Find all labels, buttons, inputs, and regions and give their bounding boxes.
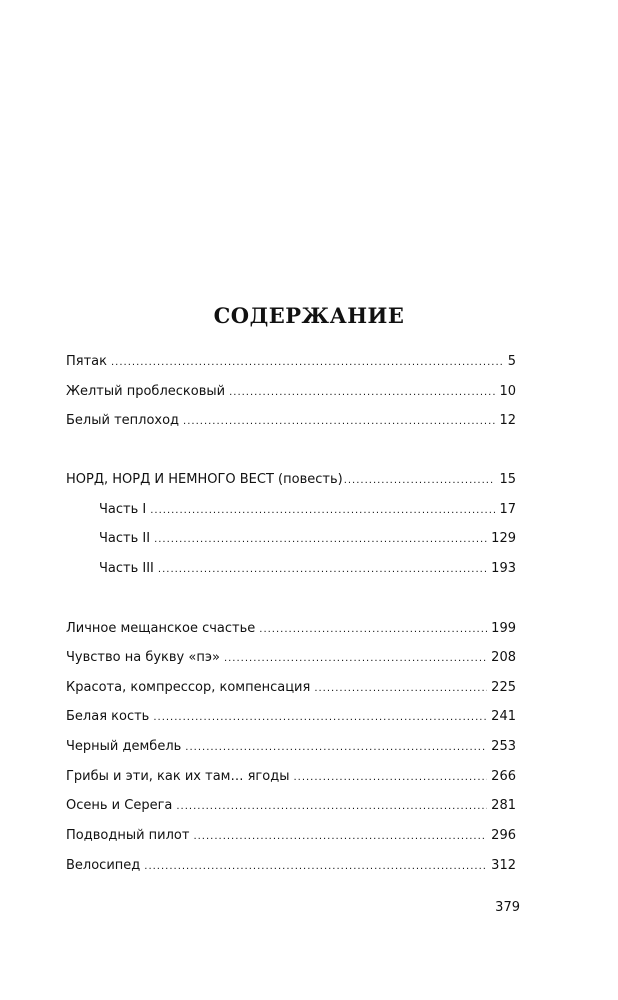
toc-entry-page: 241 [491, 709, 516, 724]
toc-dot-leader [259, 620, 487, 640]
toc-entry[interactable] [66, 856, 516, 877]
toc-entry-title: Часть I [99, 502, 147, 517]
toc-entry-page: 312 [491, 858, 516, 873]
toc-entry-page: 199 [491, 621, 516, 636]
toc-entry[interactable] [66, 826, 516, 847]
toc-entry-title: Велосипед [66, 858, 141, 873]
toc-entry-page: 253 [491, 739, 516, 754]
toc-subentry[interactable] [99, 529, 516, 550]
toc-entry-title: Часть III [99, 561, 154, 576]
toc-entry[interactable] [66, 767, 516, 788]
toc-entry-page: 193 [491, 561, 516, 576]
toc-entry-title: Подводный пилот [66, 828, 190, 843]
toc-entry-title: Желтый проблесковый [66, 384, 226, 399]
toc-title: СОДЕРЖАНИЕ [213, 303, 405, 328]
toc-entry[interactable] [66, 470, 516, 491]
toc-dot-leader [158, 560, 487, 580]
toc-subentry[interactable] [99, 559, 516, 580]
toc-entry-title: Белый теплоход [66, 413, 180, 428]
toc-entry-title: Осень и Серега [66, 798, 173, 813]
toc-entry-title: Грибы и эти, как их там… ягоды [66, 769, 290, 784]
toc-dot-leader [293, 768, 487, 788]
toc-dot-leader [185, 738, 487, 758]
toc-entry-page: 10 [499, 384, 516, 399]
toc-entry-page: 266 [491, 769, 516, 784]
toc-dot-leader [314, 679, 487, 699]
toc-dot-leader [144, 857, 487, 877]
toc-entry[interactable] [66, 411, 516, 432]
toc-entry-page: 12 [499, 413, 516, 428]
toc-entry[interactable] [66, 707, 516, 728]
toc-dot-leader [153, 708, 487, 728]
toc-entry-page: 17 [499, 502, 516, 517]
toc-entry[interactable] [66, 648, 516, 669]
toc-entry-title: НОРД, НОРД И НЕМНОГО ВЕСТ (повесть) [66, 472, 343, 487]
toc-entry-title: Часть II [99, 531, 151, 546]
toc-dot-leader [183, 412, 495, 432]
page-number: 379 [495, 900, 520, 915]
toc-entry-page: 281 [491, 798, 516, 813]
toc-dot-leader [224, 649, 487, 669]
toc-entry-title: Личное мещанское счастье [66, 621, 256, 636]
toc-dot-leader [229, 383, 495, 403]
toc-entry-title: Красота, компрессор, компенсация [66, 680, 311, 695]
toc-entry[interactable] [66, 678, 516, 699]
toc-entry-title: Пятак [66, 354, 107, 369]
toc-entry[interactable] [66, 619, 516, 640]
toc-subentry[interactable] [99, 500, 516, 521]
toc-entry-page: 15 [499, 472, 516, 487]
toc-dot-leader [193, 827, 487, 847]
toc-entry-title: Черный дембель [66, 739, 182, 754]
toc-entry[interactable] [66, 382, 516, 403]
toc-entry-title: Чувство на букву «пэ» [66, 650, 220, 665]
toc-dot-leader [344, 471, 496, 491]
toc-entry-page: 129 [491, 531, 516, 546]
toc-dot-leader [176, 797, 487, 817]
toc-dot-leader [154, 530, 487, 550]
toc-entry-page: 208 [491, 650, 516, 665]
toc-dot-leader [111, 353, 504, 373]
toc-entry-page: 225 [491, 680, 516, 695]
toc-entry-page: 296 [491, 828, 516, 843]
toc-entry[interactable] [66, 352, 516, 373]
toc-entry[interactable] [66, 796, 516, 817]
toc-entry[interactable] [66, 737, 516, 758]
toc-entry-page: 5 [507, 354, 516, 369]
toc-entry-title: Белая кость [66, 709, 150, 724]
toc-dot-leader [150, 501, 495, 521]
